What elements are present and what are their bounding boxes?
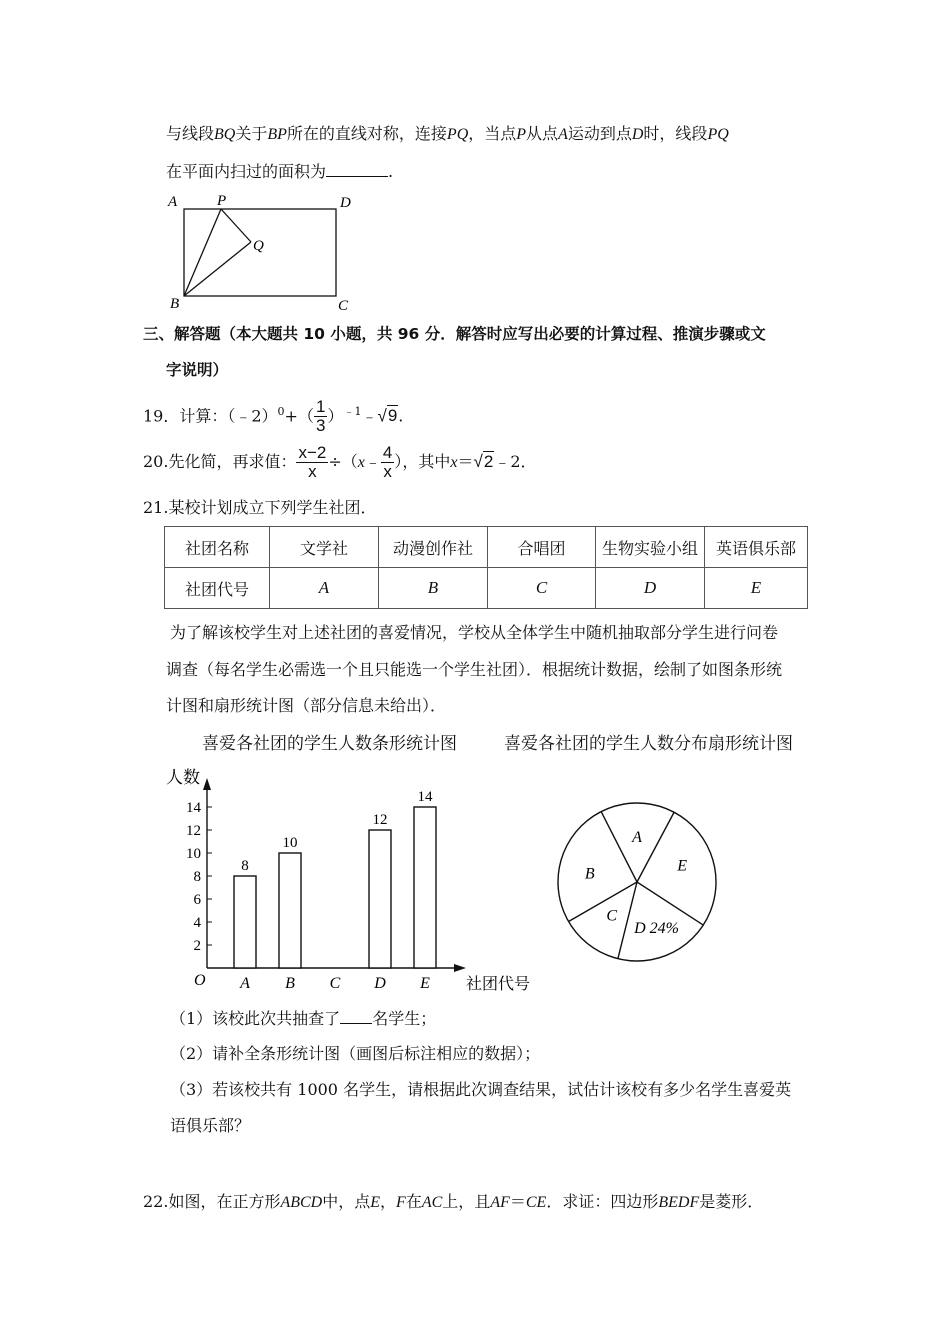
slice-label: D 24% [634, 920, 679, 938]
q20: 20.先化简，再求值： $\frac{x-2}{x}$ ÷（x﹣ $\frac{4}{x}$ ），其中x＝√2﹣2． [143, 443, 537, 481]
x-axis-label: 社团代号 [466, 976, 531, 993]
table-cell: 社团代号 [165, 568, 270, 609]
table-cell: 文学社 [270, 527, 379, 568]
bar [234, 876, 256, 968]
fraction-4-over-x: $\frac{4}{x}$ [382, 443, 393, 481]
q21-question-2: （2）请补全条形统计图（画图后标注相应的数据）； [170, 1044, 541, 1063]
table-cell: D [596, 568, 705, 609]
label-d: D [340, 195, 351, 211]
table-cell: 英语俱乐部 [705, 527, 808, 568]
slice-label: C [606, 907, 618, 925]
sqrt-9: √9 [377, 406, 398, 426]
data-label: 8 [241, 858, 249, 874]
table-cell: E [705, 568, 808, 609]
x-tick-label: B [285, 975, 295, 992]
table-cell: 生物实验小组 [596, 527, 705, 568]
data-label: 12 [372, 812, 388, 828]
q21-para-2: 调查（每名学生必需选一个且只能选一个学生社团）．根据统计数据，绘制了如图条形统 [166, 660, 783, 679]
y-axis-label: 人数 [166, 768, 200, 787]
label-q: Q [253, 238, 264, 254]
y-tick-label: 12 [186, 823, 201, 839]
table-cell: 社团名称 [165, 527, 270, 568]
table-cell: A [270, 568, 379, 609]
q21-intro: 21.某校计划成立下列学生社团． [143, 498, 377, 517]
y-tick-label: 8 [193, 869, 201, 885]
bar [369, 830, 391, 968]
pie-chart-title: 喜爱各社团的学生人数分布扇形统计图 [504, 734, 793, 754]
section3-heading-cont: 字说明） [166, 361, 229, 379]
y-tick-label: 14 [186, 800, 201, 816]
label-b: B [170, 296, 180, 312]
clubs-table [164, 526, 808, 609]
y-tick-label: 4 [193, 915, 201, 931]
segment-pq [221, 209, 251, 242]
slice-label: B [584, 865, 595, 883]
q21-question-1: （1）该校此次共抽查了 名学生； [170, 1009, 437, 1028]
bar-chart [160, 760, 550, 1000]
p18-line1: 与线段BQ关于BP所在的直线对称，连接PQ，当点P从点A运动到点D时，线段PQ [166, 124, 729, 143]
x-tick-label: E [420, 975, 430, 992]
x-axis-arrow [454, 964, 466, 972]
bar [279, 853, 301, 968]
q21-question-3-cont: 语俱乐部？ [170, 1116, 251, 1135]
table-row [165, 527, 808, 568]
fraction-x-minus-2-over-x: $\frac{x-2}{x}$ [298, 443, 327, 481]
fraction-one-third: $\frac{1}{3}$ [315, 397, 326, 436]
label-a: A [168, 194, 178, 210]
table-cell: 动漫创作社 [379, 527, 488, 568]
table-cell: C [488, 568, 596, 609]
segment-bp [184, 209, 221, 296]
sqrt-2: √2 [473, 452, 494, 471]
q21-question-3: （3）若该校共有 1000 名学生，请根据此次调查结果，试估计该校有多少名学生喜爱英 [170, 1080, 792, 1099]
section3-heading: 三、解答题（本大题共 10 小题，共 96 分．解答时应写出必要的计算过程、推演步骤或文 [143, 325, 766, 343]
segment-bq [184, 242, 251, 296]
answer-blank [340, 1007, 372, 1024]
slice-label: E [677, 857, 687, 875]
y-tick-label: 6 [193, 892, 201, 908]
pie-chart [550, 795, 730, 975]
table-cell: 合唱团 [488, 527, 596, 568]
p18-line2: 在平面内扫过的面积为 . [166, 162, 394, 181]
bar [414, 807, 436, 968]
answer-blank [326, 160, 388, 177]
table-cell: B [379, 568, 488, 609]
slice-label: A [632, 829, 642, 846]
y-axis-arrow [203, 778, 211, 790]
bar-chart-title: 喜爱各社团的学生人数条形统计图 [202, 734, 457, 754]
x-tick-label: C [329, 975, 341, 992]
x-tick-label: A [240, 975, 250, 992]
x-tick-label: D [374, 975, 386, 992]
data-label: 14 [417, 789, 433, 805]
label-p: P [217, 193, 227, 209]
data-label: 10 [282, 835, 298, 851]
y-tick-label: 10 [186, 846, 201, 862]
table-row [165, 568, 808, 609]
y-tick-label: 2 [193, 938, 201, 954]
label-c: C [338, 298, 349, 313]
origin-label: O [194, 972, 206, 989]
rectangle-figure [160, 188, 370, 313]
q21-para-1: 为了解该校学生对上述社团的喜爱情况，学校从全体学生中随机抽取部分学生进行问卷 [170, 623, 779, 642]
q19: 19．计算：（﹣2）$^0$+（ $\frac{1}{3}$ ）$^{﹣1}$﹣√9. [143, 397, 404, 436]
q22: 22.如图，在正方形ABCD中，点E，F在AC上，且AF＝CE．求证：四边形BEDF是菱形． [143, 1192, 764, 1211]
q21-para-3: 计图和扇形统计图（部分信息未给出）． [166, 696, 447, 715]
